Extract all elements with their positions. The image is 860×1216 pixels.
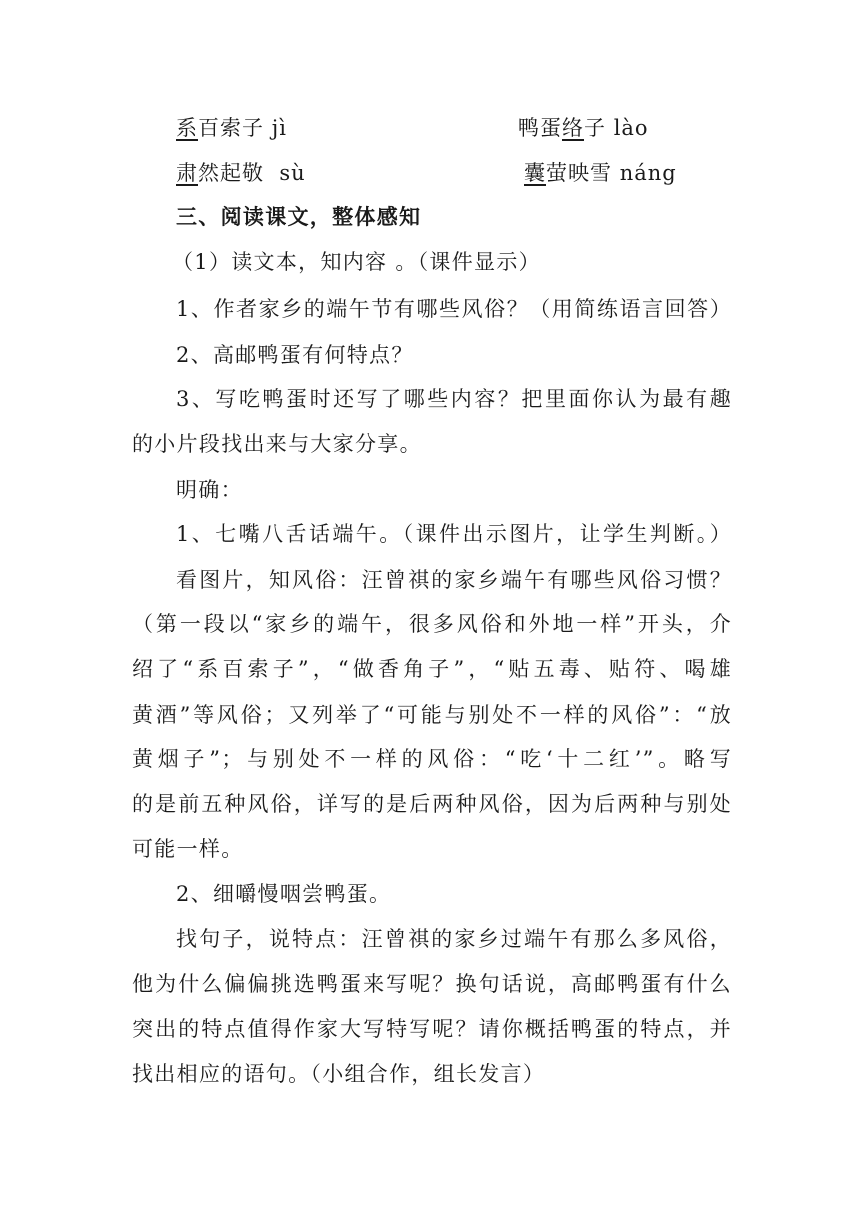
body-line: 明确： bbox=[176, 478, 243, 502]
body-line: 1、作者家乡的端午节有哪些风俗？（用简练语言回答） bbox=[176, 297, 732, 321]
vocab-word-rest: 萤映雪 bbox=[546, 161, 612, 185]
vocab-word-rest: 百索子 bbox=[198, 116, 264, 140]
body-line: 绍了“系百索子”，“做香角子”，“贴五毒、贴符、喝雄 bbox=[132, 657, 732, 681]
vocab-word-before: 鸭蛋 bbox=[518, 116, 562, 140]
vocab-word-rest: 子 bbox=[584, 116, 606, 140]
body-line: 看图片，知风俗：汪曾祺的家乡端午有哪些风俗习惯？ bbox=[176, 568, 732, 592]
body-line: 2、高邮鸭蛋有何特点？ bbox=[176, 343, 414, 367]
vocab-pinyin: sù bbox=[279, 161, 306, 185]
vocab-pinyin: náng bbox=[619, 161, 677, 185]
body-line: 2、细嚼慢咽尝鸭蛋。 bbox=[176, 882, 392, 906]
vocab-item bbox=[524, 159, 677, 187]
body-line: 找句子，说特点：汪曾祺的家乡过端午有那么多风俗， bbox=[176, 927, 732, 951]
body-line: 他为什么偏偏挑选鸭蛋来写呢？换句话说，高邮鸭蛋有什么 bbox=[132, 972, 732, 996]
vocab-item bbox=[176, 159, 306, 187]
body-line: 3、写吃鸭蛋时还写了哪些内容？把里面你认为最有趣 bbox=[176, 387, 732, 411]
vocab-item bbox=[176, 114, 287, 142]
vocab-underlined-char: 肃 bbox=[176, 161, 198, 185]
section-heading: 三、阅读课文，整体感知 bbox=[176, 204, 422, 229]
body-line: （第一段以“家乡的端午，很多风俗和外地一样”开头，介 bbox=[132, 612, 732, 636]
vocab-underlined-char: 囊 bbox=[524, 161, 546, 185]
vocab-underlined-char: 系 bbox=[176, 116, 198, 140]
vocab-underlined-char: 络 bbox=[562, 116, 584, 140]
body-line: 1、七嘴八舌话端午。（课件出示图片，让学生判断。） bbox=[176, 522, 732, 546]
vocab-pinyin: lào bbox=[613, 116, 649, 140]
body-line: 可能一样。 bbox=[132, 837, 244, 861]
body-line: 找出相应的语句。（小组合作，组长发言） bbox=[132, 1062, 546, 1086]
body-line: 的小片段找出来与大家分享。 bbox=[132, 432, 422, 456]
vocab-item bbox=[518, 114, 649, 142]
vocab-pinyin: jì bbox=[271, 116, 287, 140]
body-line: 突出的特点值得作家大写特写呢？请你概括鸭蛋的特点，并 bbox=[132, 1017, 732, 1041]
body-line: 黄酒”等风俗；又列举了“可能与别处不一样的风俗”：“放 bbox=[132, 703, 732, 727]
body-line: （1）读文本，知内容 。（课件显示） bbox=[172, 250, 541, 274]
body-line: 黄烟子”；与别处不一样的风俗：“吃‘十二红’”。略写 bbox=[132, 747, 732, 771]
body-line: 的是前五种风俗，详写的是后两种风俗，因为后两种与别处 bbox=[132, 792, 732, 816]
vocab-word-rest: 然起敬 bbox=[198, 161, 264, 185]
